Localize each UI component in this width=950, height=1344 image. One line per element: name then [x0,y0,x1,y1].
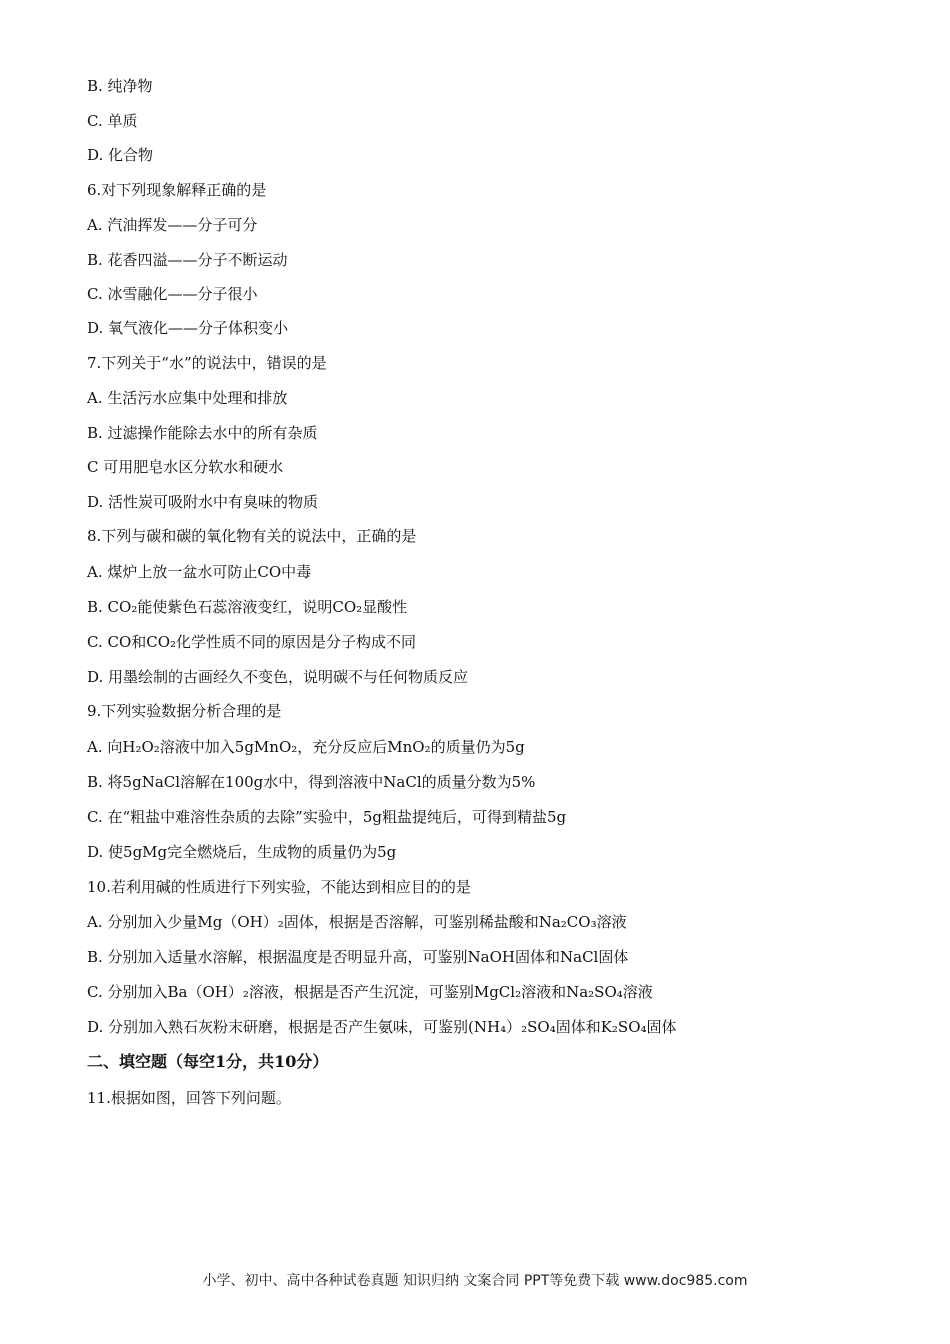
option-10a: A. 分别加入少量Mg（OH）₂固体，根据是否溶解，可鉴别稀盐酸和Na₂CO₃溶液 [87,913,627,931]
option-7c: C 可用肥皂水区分软水和硬水 [87,458,284,476]
question-8: 8.下列与碳和碳的氧化物有关的说法中，正确的是 [87,527,417,545]
option-10b: B. 分别加入适量水溶解，根据温度是否明显升高，可鉴别NaOH固体和NaCl固体 [87,948,629,966]
footer-text: 小学、初中、高中各种试卷真题 知识归纳 文案合同 PPT等免费下载 www.doc985.com [202,1273,748,1289]
option-7b: B. 过滤操作能除去水中的所有杂质 [87,424,318,442]
option-9a: A. 向H₂O₂溶液中加入5gMnO₂，充分反应后MnO₂的质量仍为5g [87,738,525,756]
question-9: 9.下列实验数据分析合理的是 [87,702,282,720]
option-5c: C. 单质 [87,112,138,130]
option-8d: D. 用墨绘制的古画经久不变色，说明碳不与任何物质反应 [87,668,469,686]
option-10c: C. 分别加入Ba（OH）₂溶液，根据是否产生沉淀，可鉴别MgCl₂溶液和Na₂SO₄溶液 [87,983,653,1001]
option-9b: B. 将5gNaCl溶解在100g水中，得到溶液中NaCl的质量分数为5% [87,773,536,791]
question-10: 10.若利用碱的性质进行下列实验，不能达到相应目的的是 [87,878,471,896]
option-6c: C. 冰雪融化——分子很小 [87,285,258,303]
option-6d: D. 氧气液化——分子体积变小 [87,319,289,337]
option-8a: A. 煤炉上放一盆水可防止CO中毒 [87,563,312,581]
option-6a: A. 汽油挥发——分子可分 [87,216,258,234]
question-11: 11.根据如图，回答下列问题。 [87,1089,291,1107]
option-9c: C. 在“粗盐中难溶性杂质的去除”实验中，5g粗盐提纯后，可得到精盐5g [87,808,567,826]
option-7d: D. 活性炭可吸附水中有臭味的物质 [87,493,319,511]
option-9d: D. 使5gMg完全燃烧后，生成物的质量仍为5g [87,843,397,861]
option-8c: C. CO和CO₂化学性质不同的原因是分子构成不同 [87,633,417,651]
option-8b: B. CO₂能使紫色石蕊溶液变红，说明CO₂显酸性 [87,598,408,616]
option-7a: A. 生活污水应集中处理和排放 [87,389,288,407]
option-5b: B. 纯净物 [87,77,153,95]
option-10d: D. 分别加入熟石灰粉末研磨，根据是否产生氨味，可鉴别(NH₄）₂SO₄固体和K₂SO₄固体 [87,1018,677,1036]
option-6b: B. 花香四溢——分子不断运动 [87,251,288,269]
option-5d: D. 化合物 [87,146,154,164]
question-6: 6.对下列现象解释正确的是 [87,181,267,199]
question-7: 7.下列关于“水”的说法中，错误的是 [87,354,327,372]
section-heading: 二、填空题（每空1分，共10分） [87,1052,329,1071]
